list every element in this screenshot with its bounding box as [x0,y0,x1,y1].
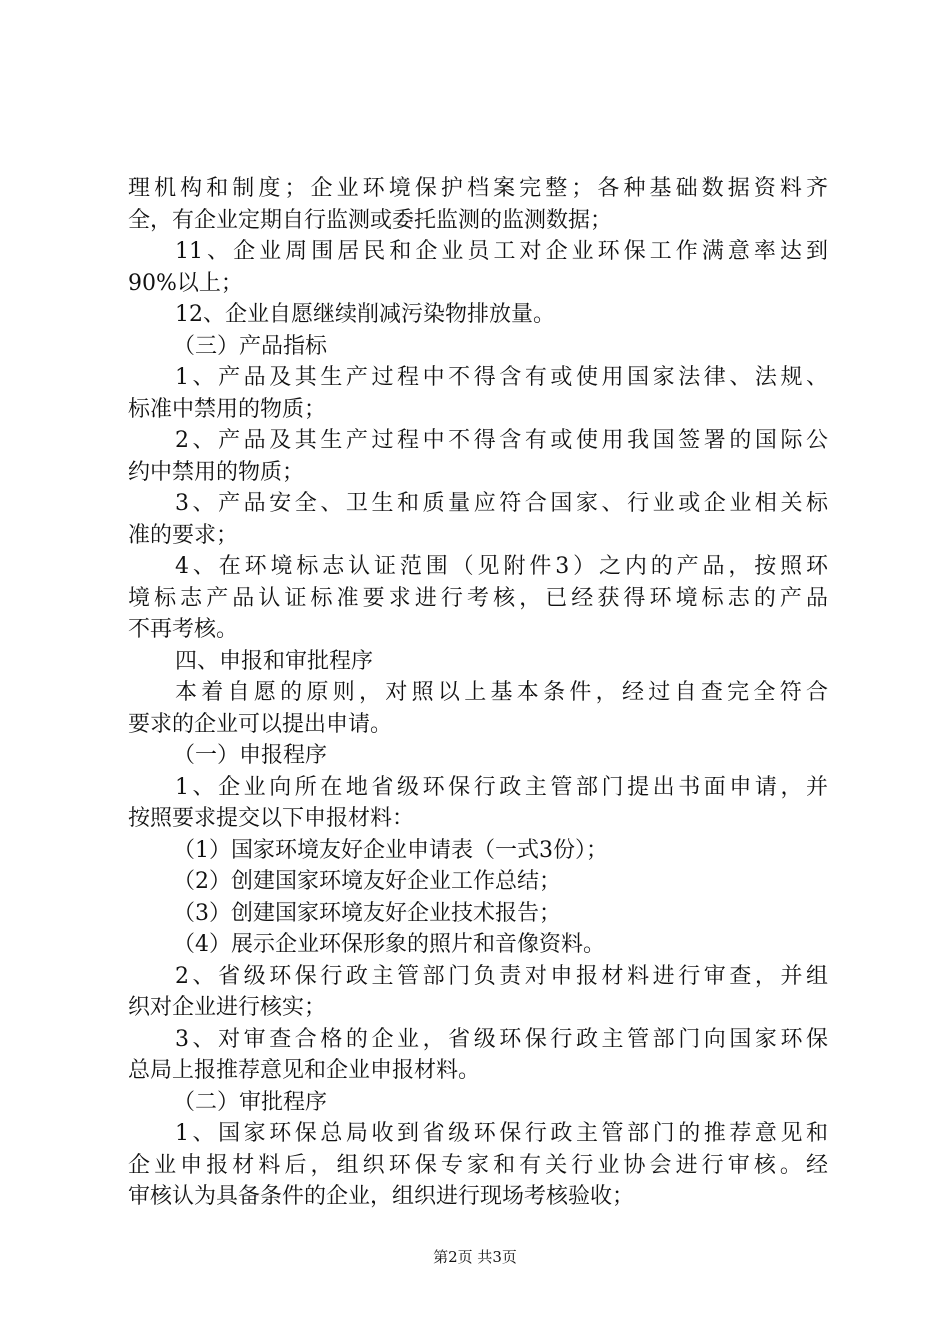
text-line: 理机构和制度；企业环境保护档案完整；各种基础数据资料齐 [128,176,828,201]
text-line: 11、企业周围居民和企业员工对企业环保工作满意率达到 [175,239,828,264]
text-line: （二）审批程序 [173,1089,328,1115]
text-line: 3、产品安全、卫生和质量应符合国家、行业或企业相关标 [175,491,828,516]
document-body [128,173,828,1213]
text-line: 不再考核。 [128,617,239,642]
text-line: 四、申报和审批程序 [175,648,374,674]
text-line: 2、产品及其生产过程中不得含有或使用我国签署的国际公 [175,428,828,453]
text-line: 境标志产品认证标准要求进行考核，已经获得环境标志的产品 [128,585,828,611]
text-line: （2）创建国家环境友好企业工作总结； [173,869,561,894]
text-line: 1、产品及其生产过程中不得含有或使用国家法律、法规、 [175,365,828,390]
text-line: 90%以上； [128,270,243,296]
text-line: （3）创建国家环境友好企业技术报告； [173,900,561,926]
text-line: 约中禁用的物质； [128,459,305,485]
text-line: 4、在环境标志认证范围（见附件3）之内的产品，按照环 [175,554,828,579]
text-line: 全，有企业定期自行监测或委托监测的监测数据； [128,207,613,233]
text-line: 12、企业自愿继续削减污染物排放量。 [175,302,555,327]
text-line: 本着自愿的原则，对照以上基本条件，经过自查完全符合 [175,680,828,705]
text-line: （1）国家环境友好企业申请表（一式3份）； [173,837,608,863]
text-line: 织对企业进行核实； [128,995,327,1020]
text-line: 3、对审查合格的企业，省级环保行政主管部门向国家环保 [175,1026,828,1052]
text-line: 标准中禁用的物质； [128,396,327,422]
page-footer: 第2页 共3页 [433,1248,517,1266]
text-line: 企业申报材料后，组织环保专家和有关行业协会进行审核。经 [128,1152,828,1178]
text-line: 按照要求提交以下申报材料： [128,806,415,831]
text-line: （一）申报程序 [173,743,328,768]
text-line: 审核认为具备条件的企业，组织进行现场考核验收； [128,1184,635,1209]
text-line: 要求的企业可以提出申请。 [128,711,393,737]
text-line: （4）展示企业环保形象的照片和音像资料。 [173,932,605,957]
text-line: 总局上报推荐意见和企业申报材料。 [128,1058,481,1083]
text-line: 2、省级环保行政主管部门负责对申报材料进行审查，并组 [175,963,828,989]
text-line: 准的要求； [128,522,239,548]
text-line: （三）产品指标 [173,333,328,359]
text-line: 1、国家环保总局收到省级环保行政主管部门的推荐意见和 [175,1121,828,1146]
text-line: 1、企业向所在地省级环保行政主管部门提出书面申请，并 [175,774,828,800]
